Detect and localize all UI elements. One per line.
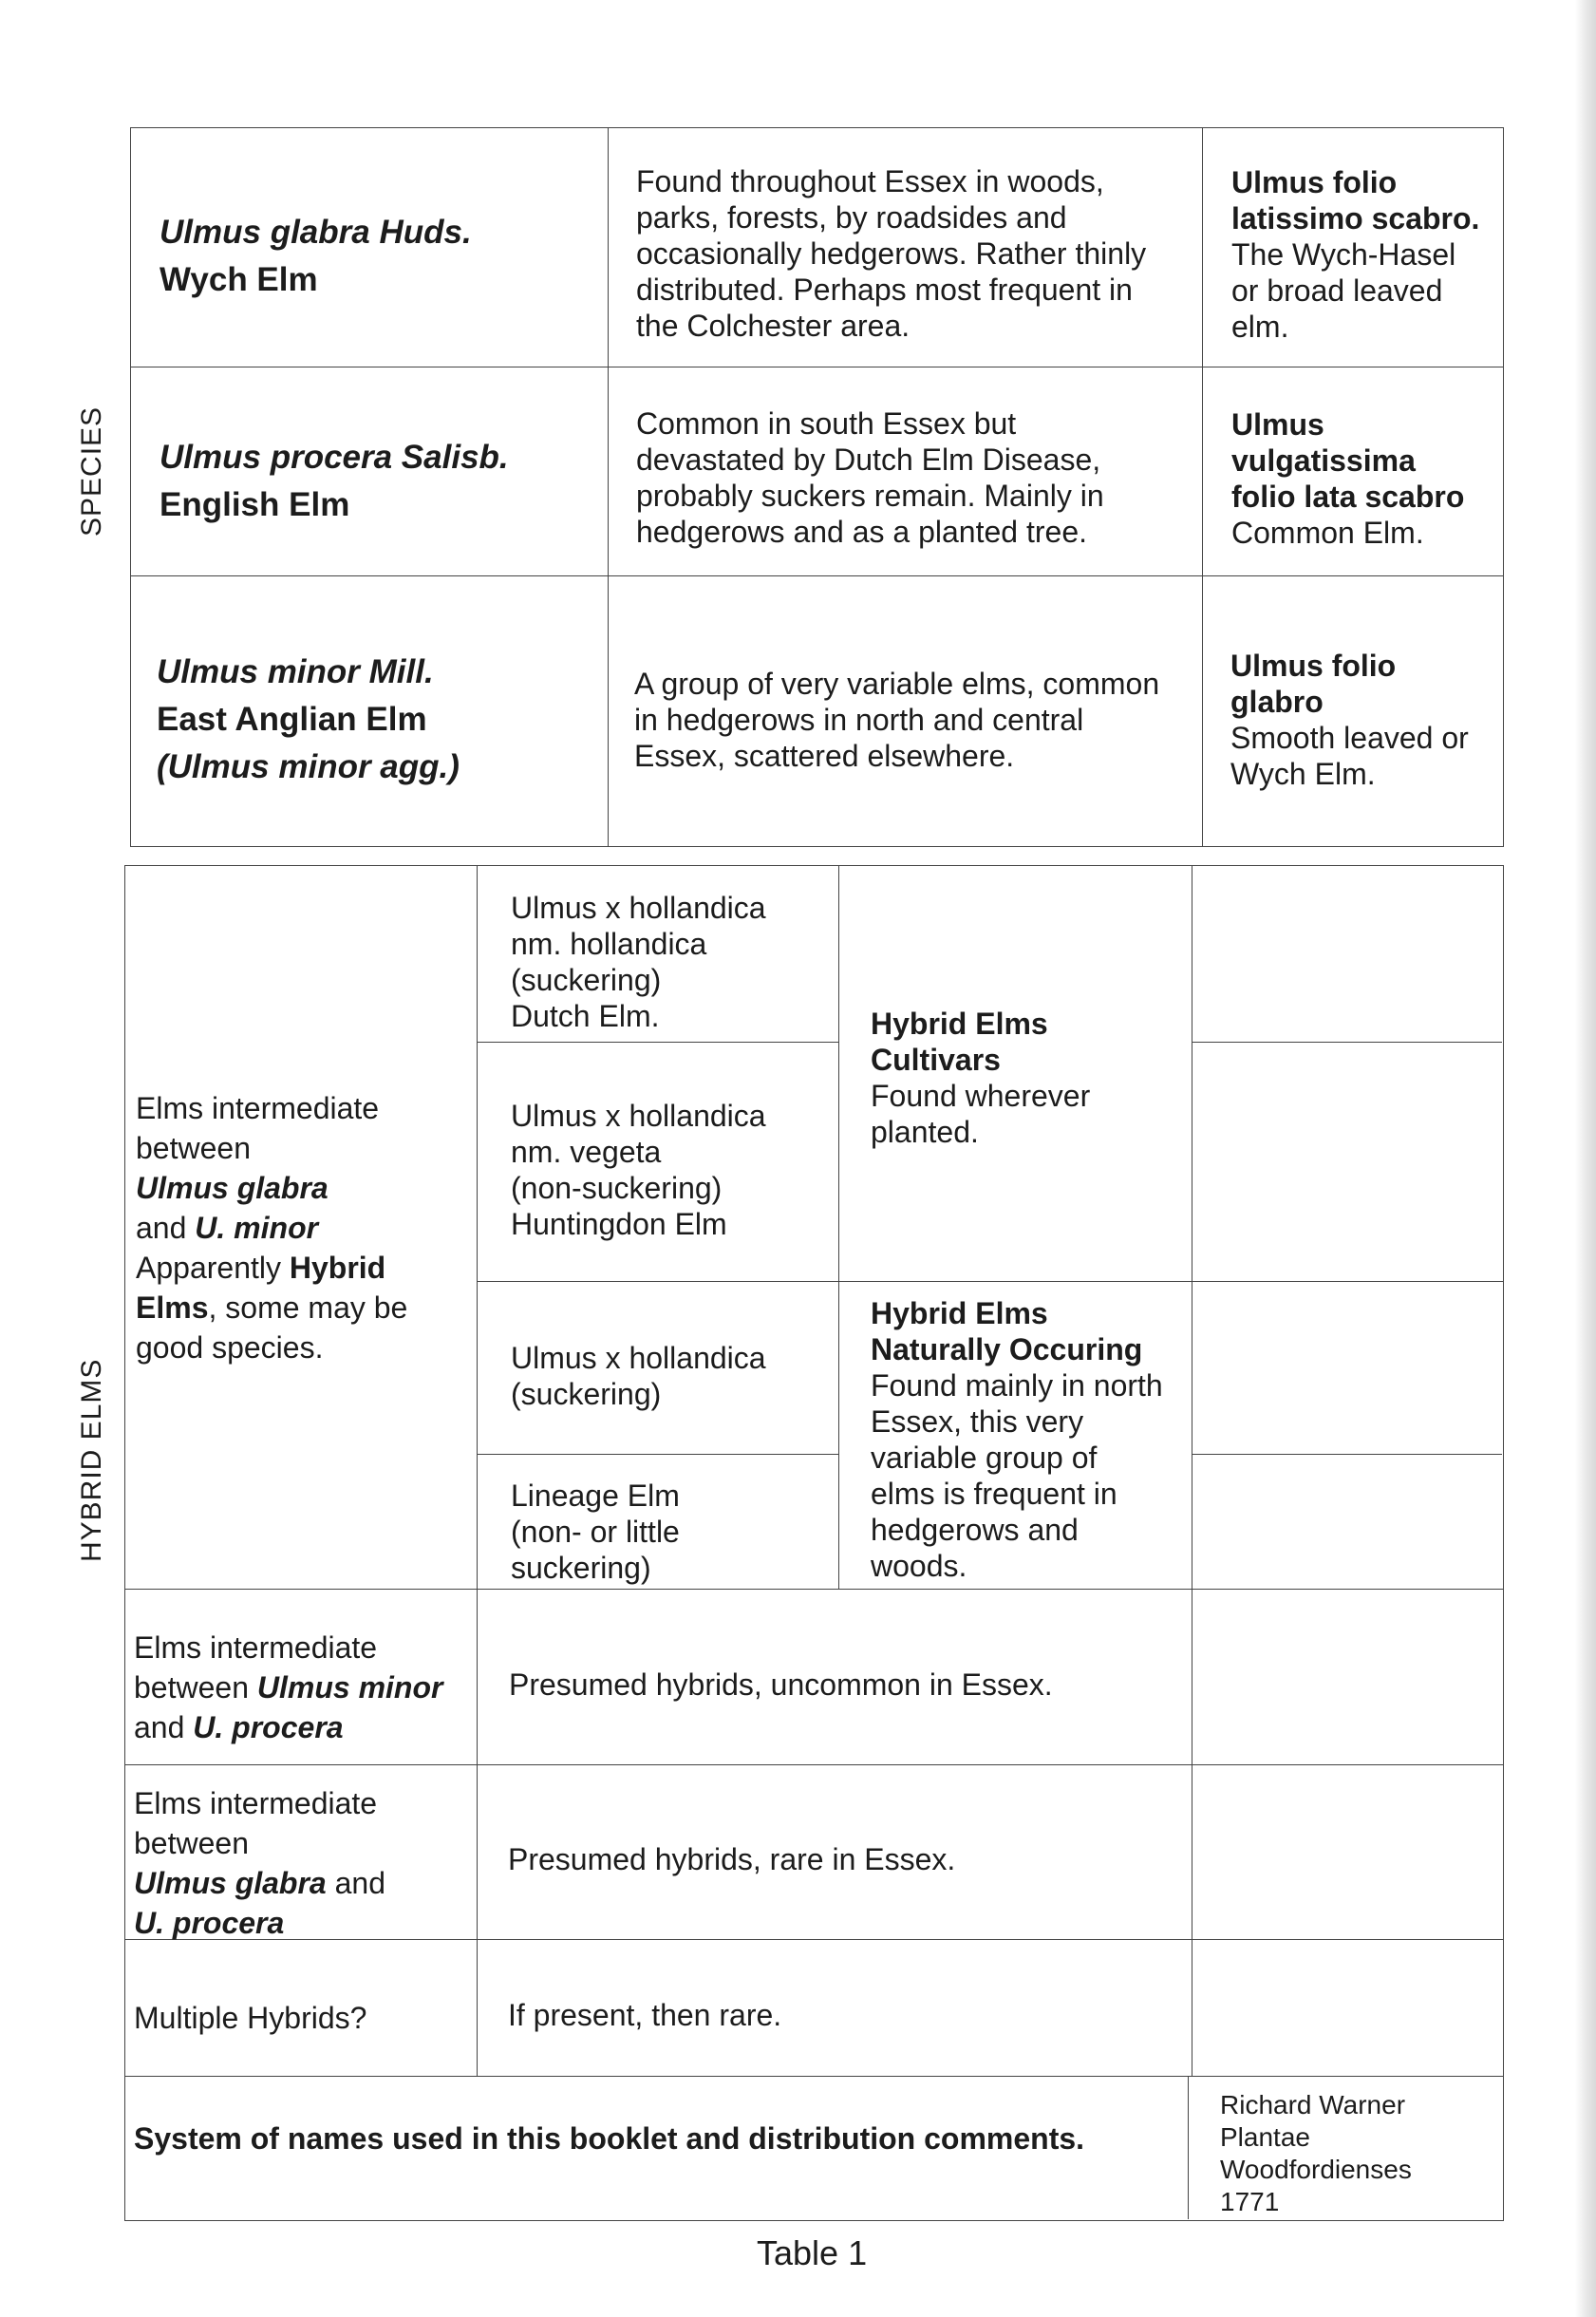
page-edge-shadow: [1575, 0, 1596, 2317]
warner-name: Ulmus vulgatissima folio lata scabro Common Elm.: [1231, 407, 1465, 550]
hybrid-row-comment: If present, then rare.: [508, 1998, 782, 2032]
hybrid-name-lineage-elm: Lineage Elm (non- or little suckering): [511, 1479, 680, 1585]
table-caption: Table 1: [757, 2233, 868, 2272]
species-row-1: [160, 209, 472, 304]
warner-source: Richard Warner Plantae Woodfordienses 1771: [1220, 2090, 1412, 2216]
hybrid-row-multiple: Multiple Hybrids?: [134, 2001, 367, 2035]
species-common-name: Wych Elm: [160, 261, 318, 298]
species-row-2: [160, 434, 509, 529]
hybrid-side-label: HYBRID ELMS: [76, 1358, 107, 1562]
species-latin-name: Ulmus glabra Huds.: [160, 214, 472, 251]
species-comment: Common in south Essex but devastated by Dutch Elm Disease, probably suckers remain. Mainly in hedgerows and as a planted tree.: [636, 406, 1104, 549]
hybrid-name-dutch-elm: Ulmus x hollandica nm. hollandica (suckering) Dutch Elm.: [511, 891, 766, 1033]
hybrid-row-minor-procera: Elms intermediate between Ulmus minor and U. procera: [134, 1630, 443, 1744]
species-common-name: East Anglian Elm: [157, 701, 427, 738]
species-comment: Found throughout Essex in woods, parks, forests, by roadsides and occasionally hedgerows. Rather thinly distributed. Perhaps most frequent in the Colchester area.: [636, 164, 1147, 343]
hybrid-row-comment: Presumed hybrids, uncommon in Essex.: [509, 1667, 1053, 1702]
species-latin-name: Ulmus minor Mill.: [157, 653, 434, 690]
hybrid-group-description: Elms intermediate between Ulmus glabra and U. minor Apparently Hybrid Elms, some may be good species.: [136, 1091, 408, 1365]
hybrid-row-comment: Presumed hybrids, rare in Essex.: [508, 1842, 956, 1876]
warner-name: Ulmus folio latissimo scabro. The Wych-Hasel or broad leaved elm.: [1231, 165, 1480, 344]
hybrid-name-suckering: Ulmus x hollandica (suckering): [511, 1341, 766, 1411]
hybrid-natural-note: Hybrid Elms Naturally Occuring Found mainly in north Essex, this very variable group of elms is frequent in hedgerows and woods.: [871, 1296, 1163, 1583]
species-side-label: SPECIES: [76, 405, 107, 537]
species-common-name: English Elm: [160, 486, 350, 523]
species-aggregate-name: (Ulmus minor agg.): [157, 748, 460, 785]
table-system-note: System of names used in this booklet and distribution comments.: [134, 2121, 1085, 2156]
hybrid-name-huntingdon-elm: Ulmus x hollandica nm. vegeta (non-suckering) Huntingdon Elm: [511, 1099, 766, 1241]
species-row-3: [157, 649, 460, 791]
hybrid-cultivars-note: Hybrid Elms Cultivars Found wherever planted.: [871, 1007, 1091, 1149]
species-comment: A group of very variable elms, common in hedgerows in north and central Essex, scattered elsewhere.: [634, 667, 1160, 773]
hybrid-row-glabra-procera: Elms intermediate between Ulmus glabra and U. procera: [134, 1786, 385, 1940]
warner-name: Ulmus folio glabro Smooth leaved or Wych Elm.: [1230, 649, 1469, 791]
species-latin-name: Ulmus procera Salisb.: [160, 439, 509, 476]
